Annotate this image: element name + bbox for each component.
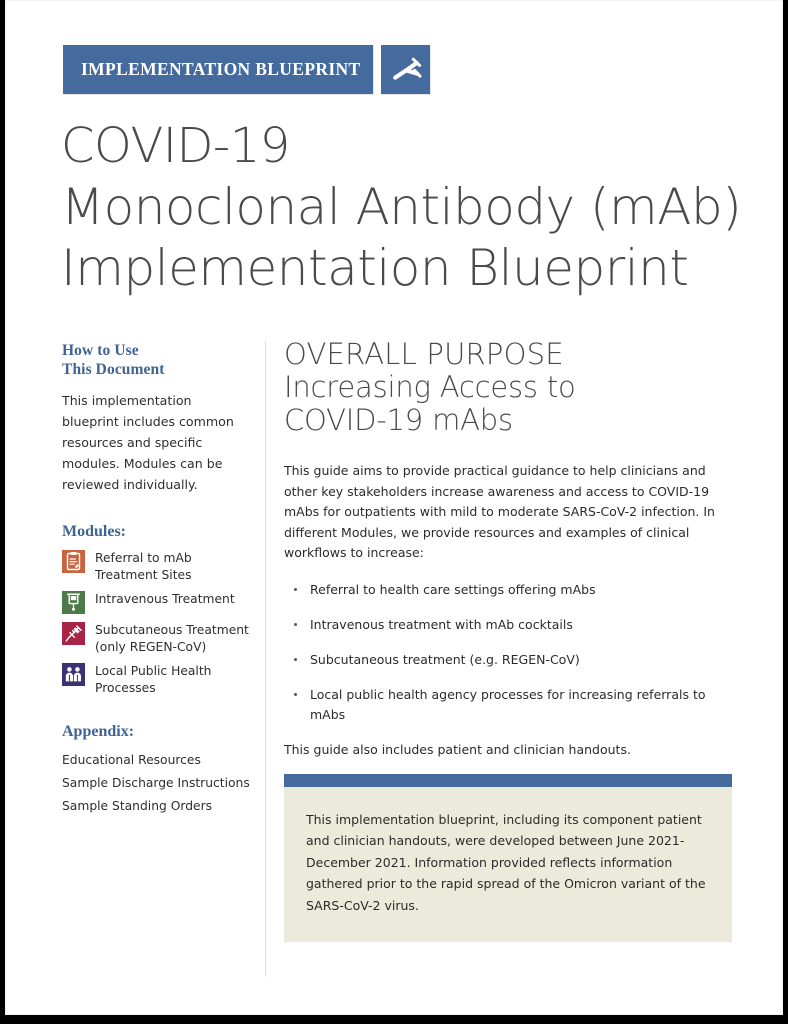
- module-label-referral: [95, 549, 192, 583]
- how-to-use-body: This implementation blueprint includes common resources and specific modules. Modules can be reviewed individually.: [62, 393, 234, 492]
- document-title-line-1: COVID-19: [61, 118, 290, 174]
- module-label-local-public-health: [95, 662, 211, 696]
- page-canvas: [5, 0, 783, 1015]
- how-to-use-heading: [62, 341, 252, 379]
- appendix-list: [62, 749, 252, 818]
- appendix-item-sample-standing-orders[interactable]: Sample Standing Orders: [62, 799, 213, 813]
- module-label-referral-line-1: Referral to mAb: [95, 551, 192, 565]
- implementation-blueprint-banner: [63, 45, 430, 94]
- module-label-subcutaneous: [95, 621, 249, 655]
- development-date-callout: [284, 774, 732, 943]
- bullet-item-intravenous: Intravenous treatment with mAb cocktails: [284, 615, 736, 635]
- appendix-item-educational-resources[interactable]: Educational Resources: [62, 753, 201, 767]
- overall-purpose-heading-line-2: Increasing Access to: [284, 370, 576, 404]
- module-label-local-public-health-line-1: Local Public Health: [95, 664, 212, 678]
- overall-purpose-heading-line-1: OVERALL PURPOSE: [284, 337, 564, 371]
- bullet-item-local-public-health: Local public health agency processes for increasing referrals to mAbs: [284, 685, 736, 725]
- bullet-item-referral: Referral to health care settings offering mAbs: [284, 580, 736, 600]
- document-title-line-2: Monoclonal Antibody (mAb): [61, 178, 742, 236]
- modules-heading: Modules:: [62, 523, 126, 540]
- overall-purpose-heading-line-3: COVID-19 mAbs: [284, 403, 513, 437]
- people-group-icon: [62, 663, 85, 686]
- module-item-subcutaneous[interactable]: [62, 621, 252, 655]
- module-item-local-public-health[interactable]: [62, 662, 252, 696]
- appendix-item-sample-discharge-instructions[interactable]: Sample Discharge Instructions: [62, 776, 250, 790]
- module-label-intravenous-line-1: Intravenous Treatment: [95, 592, 235, 606]
- module-label-intravenous: [95, 590, 235, 608]
- callout-accent-bar: [284, 774, 732, 787]
- how-to-use-heading-line-1: How to Use: [62, 342, 139, 359]
- module-label-subcutaneous-line-2: (only REGEN-CoV): [95, 639, 207, 654]
- main-content: [284, 338, 736, 942]
- syringe-icon: [62, 622, 85, 645]
- clipboard-referral-icon: [62, 550, 85, 573]
- module-item-referral[interactable]: [62, 549, 252, 583]
- module-label-local-public-health-line-2: Processes: [95, 680, 156, 695]
- antibody-icon: [381, 45, 430, 94]
- document-title-line-3: Implementation Blueprint: [61, 239, 689, 297]
- banner-label-block: [63, 45, 373, 94]
- module-label-subcutaneous-line-1: Subcutaneous Treatment: [95, 623, 249, 637]
- purpose-bullet-list: [284, 580, 736, 725]
- bullet-item-subcutaneous: Subcutaneous treatment (e.g. REGEN-CoV): [284, 650, 736, 670]
- banner-label: IMPLEMENTATION BLUEPRINT: [81, 59, 361, 79]
- appendix-heading: Appendix:: [62, 723, 135, 740]
- callout-text: This implementation blueprint, including its component patient and clinician handouts, were developed between June 2021-December 2021. Information provided reflects information gathered prior to the rapid spread of the Omicron variant of the SARS-CoV-2 virus.: [284, 787, 732, 943]
- module-item-intravenous[interactable]: [62, 590, 252, 614]
- how-to-use-heading-line-2: This Document: [62, 361, 165, 378]
- overall-purpose-heading: [284, 338, 736, 437]
- intro-paragraph: This guide aims to provide practical guidance to help clinicians and other key stakeholders increase awareness and access to COVID-19 mAbs for outpatients with mild to moderate SARS-CoV-2 infection. In different Modules, we provide resources and examples of clinical workflows to increase:: [284, 463, 715, 560]
- module-label-referral-line-2: Treatment Sites: [95, 567, 192, 582]
- column-divider: [265, 341, 266, 977]
- handouts-note: This guide also includes patient and clinician handouts.: [284, 741, 631, 757]
- document-title: [61, 116, 751, 299]
- sidebar: [62, 341, 252, 818]
- modules-list: [62, 549, 252, 696]
- iv-drip-icon: [62, 591, 85, 614]
